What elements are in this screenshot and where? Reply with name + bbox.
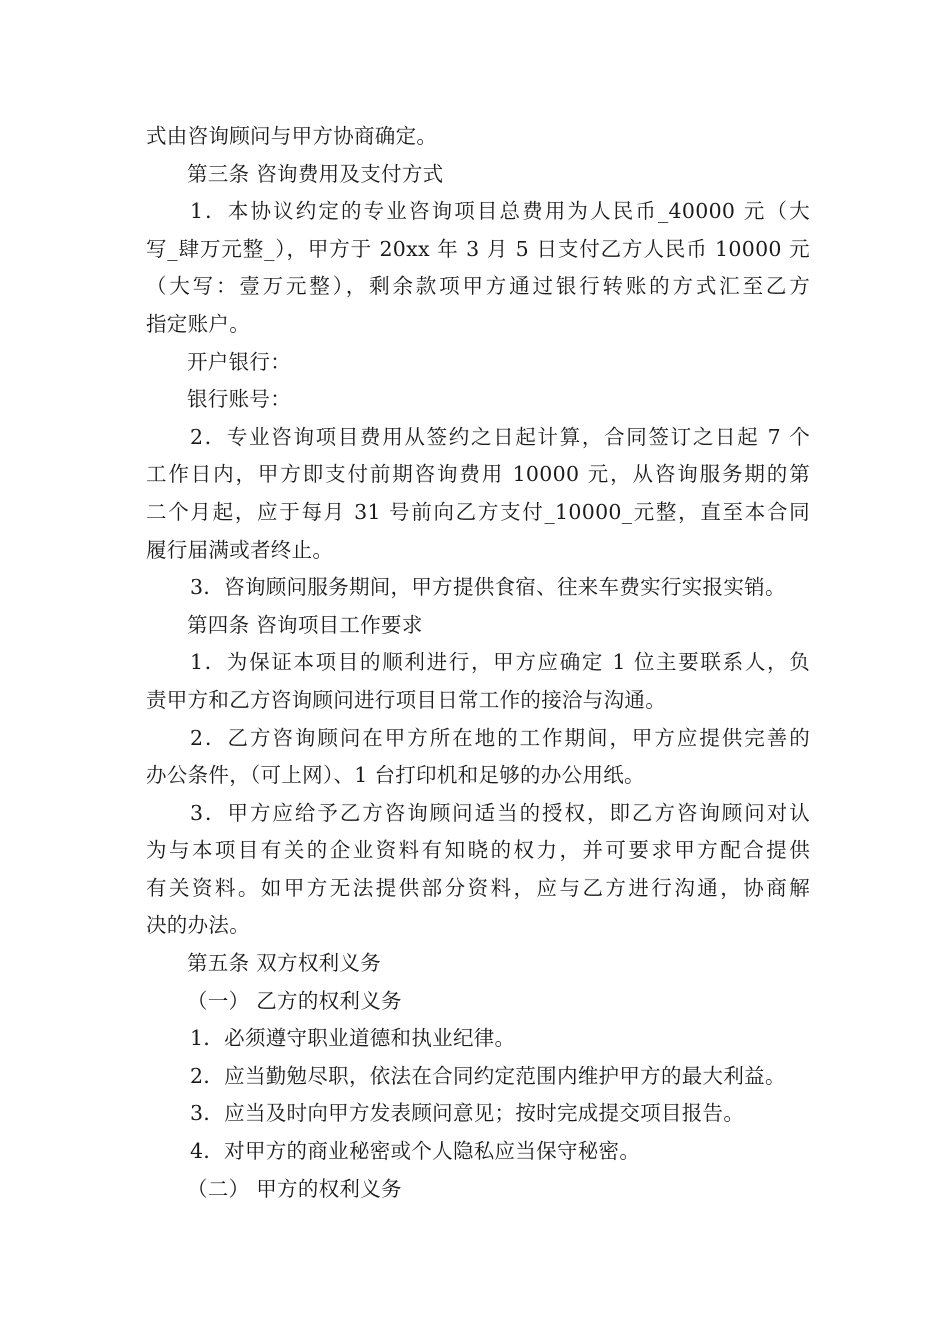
paragraph-line: 决的办法。 bbox=[146, 913, 250, 938]
paragraph-line: 责甲方和乙方咨询顾问进行项目日常工作的接洽与沟通。 bbox=[146, 687, 666, 712]
subsection-heading: （二） 甲方的权利义务 bbox=[187, 1176, 402, 1201]
paragraph-line: 3．甲方应给予乙方咨询顾问适当的授权，即乙方咨询顾问对认 bbox=[190, 800, 810, 825]
paragraph-line: 2．专业咨询项目费用从签约之日起计算，合同签订之日起 7 个 bbox=[190, 424, 810, 449]
list-item: 1．必须遵守职业道德和执业纪律。 bbox=[190, 1026, 516, 1051]
paragraph-line: 2．乙方咨询顾问在甲方所在地的工作期间，甲方应提供完善的 bbox=[190, 725, 810, 750]
field-label: 开户银行： bbox=[187, 349, 291, 374]
subsection-heading: （一） 乙方的权利义务 bbox=[187, 988, 402, 1013]
list-item: 2．应当勤勉尽职，依法在合同约定范围内维护甲方的最大利益。 bbox=[190, 1063, 786, 1088]
paragraph-line: 写_肆万元整_），甲方于 20xx 年 3 月 5 日支付乙方人民币 10000 元 bbox=[146, 236, 810, 261]
document-page bbox=[146, 118, 810, 1208]
paragraph-line: 履行届满或者终止。 bbox=[146, 537, 334, 562]
paragraph-line: 有关资料。如甲方无法提供部分资料，应与乙方进行沟通，协商解 bbox=[146, 875, 810, 900]
paragraph-line: （大写：壹万元整），剩余款项甲方通过银行转账的方式汇至乙方 bbox=[146, 274, 810, 299]
paragraph-line: 式由咨询顾问与甲方协商确定。 bbox=[146, 124, 438, 148]
paragraph-line: 为与本项目有关的企业资料有知晓的权力，并可要求甲方配合提供 bbox=[146, 838, 810, 863]
paragraph-line: 指定账户。 bbox=[146, 311, 250, 336]
paragraph-line: 办公条件，（可上网）、1 台打印机和足够的办公用纸。 bbox=[146, 763, 645, 788]
paragraph-line: 1．为保证本项目的顺利进行，甲方应确定 1 位主要联系人，负 bbox=[190, 650, 810, 675]
section-heading: 第三条 咨询费用及支付方式 bbox=[187, 161, 444, 186]
section-heading: 第五条 双方权利义务 bbox=[187, 951, 382, 976]
list-item: 4．对甲方的商业秘密或个人隐私应当保守秘密。 bbox=[190, 1139, 641, 1164]
paragraph-line: 1．本协议约定的专业咨询项目总费用为人民币_40000 元（大 bbox=[190, 199, 810, 224]
paragraph-line: 工作日内，甲方即支付前期咨询费用 10000 元，从咨询服务期的第 bbox=[146, 462, 810, 487]
list-item: 3．应当及时向甲方发表顾问意见；按时完成提交项目报告。 bbox=[190, 1101, 745, 1126]
section-heading: 第四条 咨询项目工作要求 bbox=[187, 612, 423, 637]
paragraph-line: 3．咨询顾问服务期间，甲方提供食宿、往来车费实行实报实销。 bbox=[190, 575, 786, 600]
paragraph-line: 二个月起，应于每月 31 号前向乙方支付_10000_元整，直至本合同 bbox=[146, 499, 810, 524]
field-label: 银行账号： bbox=[187, 387, 291, 412]
